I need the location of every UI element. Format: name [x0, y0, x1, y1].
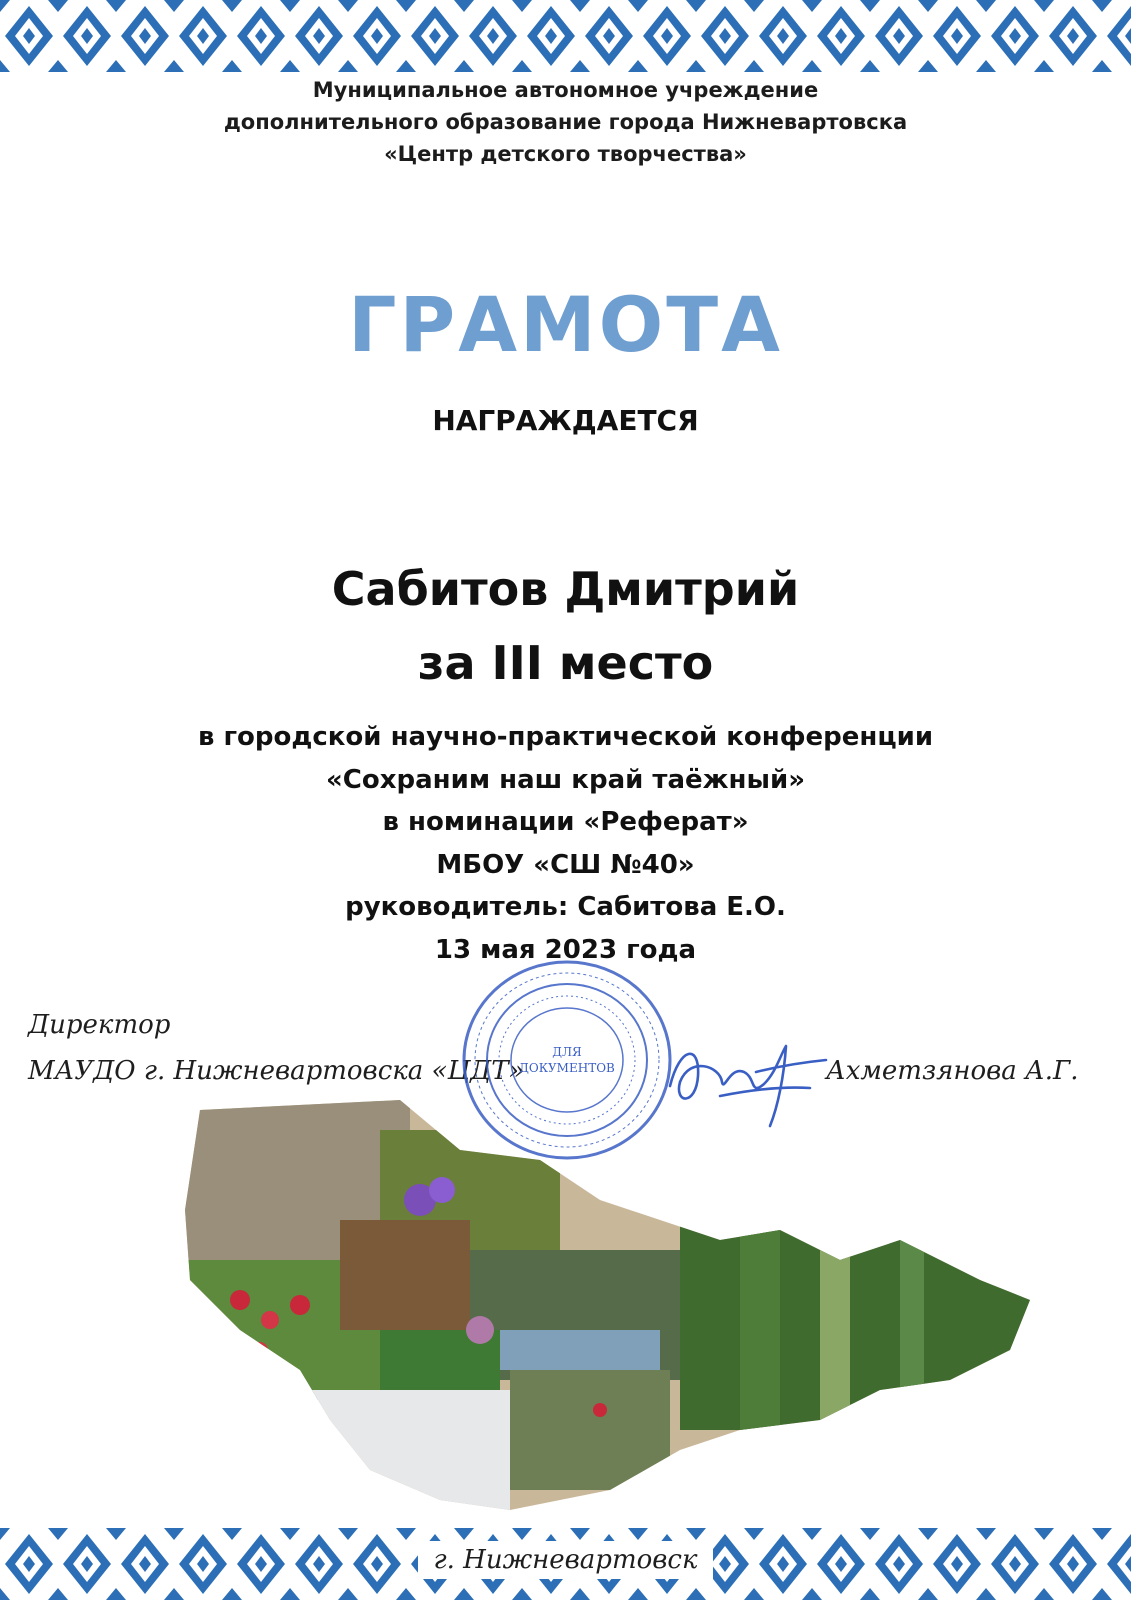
director-organization: МАУДО г. Нижневартовска «ЦДТ» [28, 1056, 525, 1086]
director-name: Ахметзянова А.Г. [826, 1056, 1079, 1086]
awarded-heading: НАГРАЖДАЕТСЯ [432, 404, 699, 437]
top-ornament-border [0, 0, 1131, 72]
certificate-title: ГРАМОТА [348, 280, 783, 369]
org-line-2: дополнительного образование города Нижневартовска [223, 110, 908, 134]
detail-line: 13 мая 2023 года [434, 934, 697, 965]
city-name: г. Нижневартовск [418, 1541, 714, 1579]
award-details [0, 716, 1131, 971]
city-footer [0, 1545, 1131, 1575]
seal-text-line-1: ДЛЯ [552, 1045, 582, 1059]
org-line-1: Муниципальное автономное учреждение [312, 78, 819, 102]
director-title: Директор [28, 1010, 171, 1040]
ornament-pattern [0, 0, 1131, 72]
detail-line: руководитель: Сабитова Е.О. [345, 892, 786, 922]
detail-line: в номинации «Реферат» [382, 807, 749, 837]
detail-line: МБОУ «СШ №40» [436, 849, 695, 880]
detail-line: «Сохраним наш край таёжный» [325, 764, 805, 795]
official-seal [460, 958, 674, 1162]
award-place: за III место [417, 636, 714, 690]
detail-line: в городской научно-практической конференции [197, 722, 934, 752]
organization-header [0, 74, 1131, 170]
recipient-name: Сабитов Дмитрий [331, 562, 800, 616]
org-line-3: «Центр детского творчества» [384, 142, 747, 166]
recipient-block [0, 552, 1131, 700]
handwritten-signature [660, 1026, 828, 1130]
seal-text-line-2: ДОКУМЕНТОВ [519, 1061, 615, 1075]
